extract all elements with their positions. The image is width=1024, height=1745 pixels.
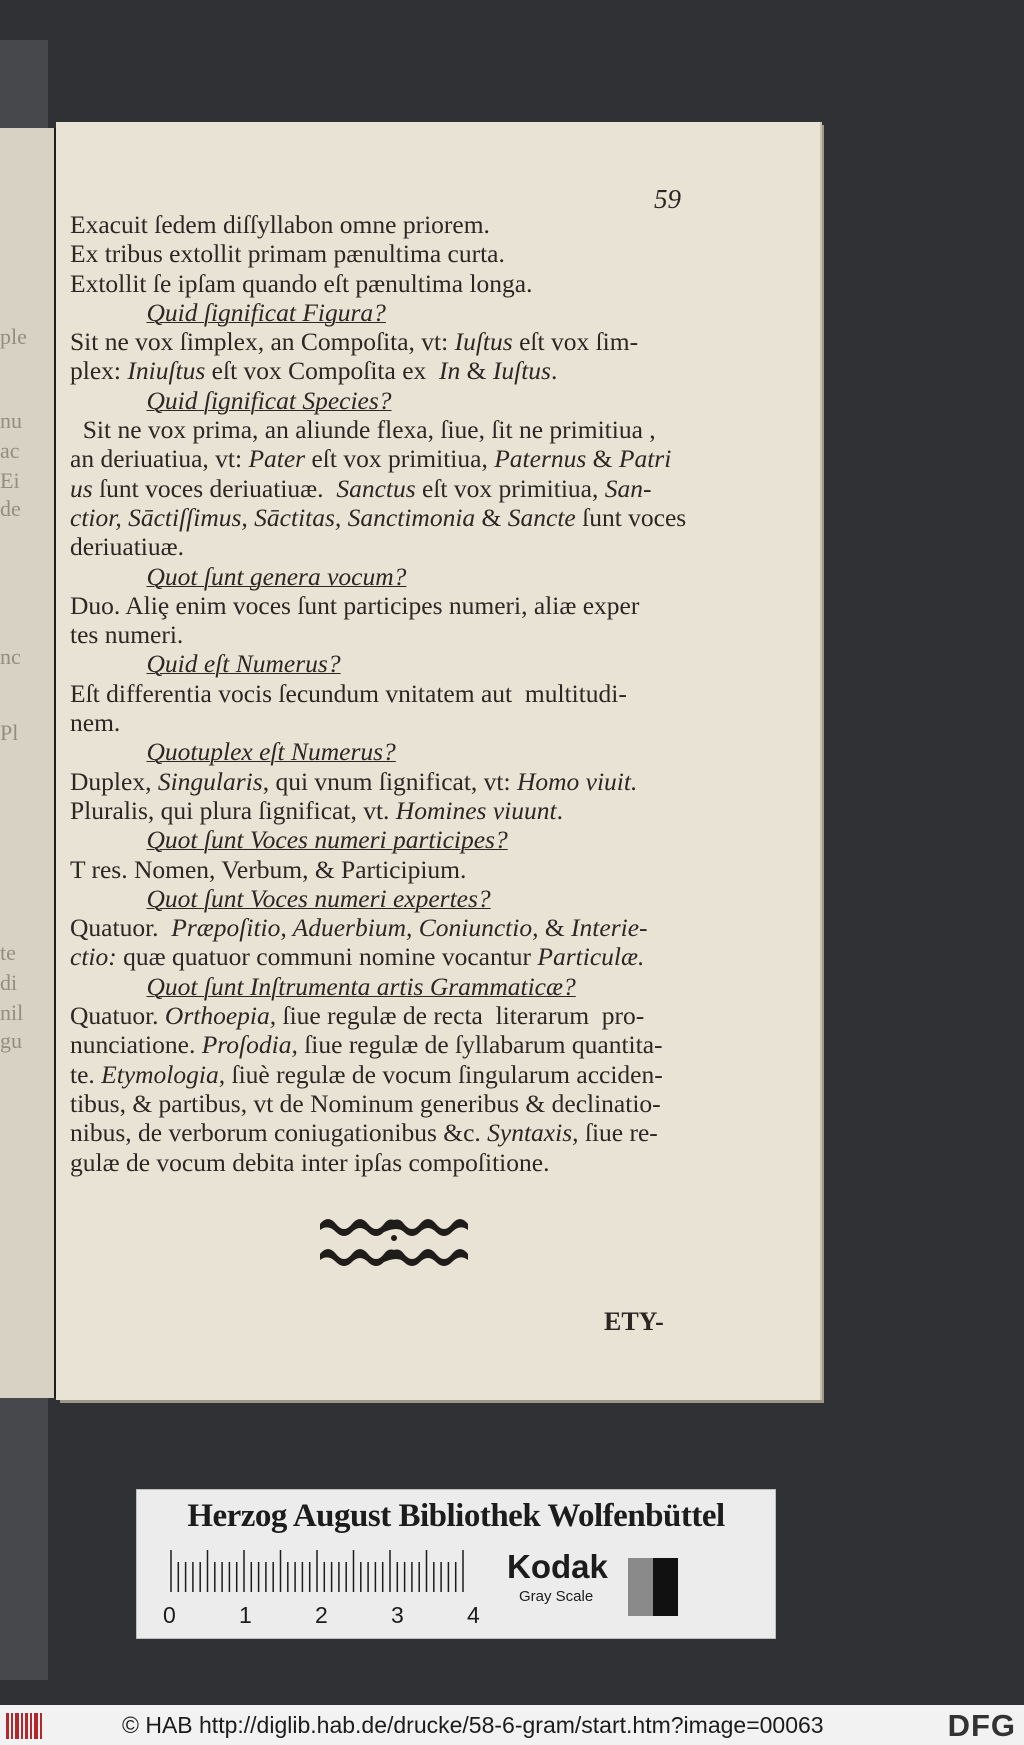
gray-patch <box>628 1558 678 1616</box>
kodak-logo: Kodak <box>507 1548 608 1585</box>
question-heading: Quot ſunt Voces numeri expertes? <box>146 883 491 913</box>
text-line <box>70 884 770 913</box>
text-segment: Particulæ. <box>537 942 645 972</box>
text-line <box>70 649 770 678</box>
dfg-logo: DFG <box>947 1708 1016 1743</box>
text-segment: Quatuor. <box>70 1001 165 1031</box>
text-segment: & <box>538 913 572 943</box>
text-line <box>70 327 770 356</box>
text-segment: Iuſtus <box>454 327 513 357</box>
text-segment: Præpoſitio, Aduerbium, Coniunctio, <box>171 913 539 943</box>
text-segment: & <box>475 502 508 532</box>
text-line <box>70 444 770 473</box>
text-segment: & <box>460 356 493 386</box>
text-segment: nem. <box>70 708 121 738</box>
footer-bar <box>0 1705 1024 1745</box>
text-segment: Duo. Aliȩ enim voces ſunt participes numeri, aliæ exper <box>70 590 640 620</box>
scale-label: 1 <box>239 1602 252 1628</box>
scale-numbers <box>163 1602 483 1628</box>
text-line <box>70 796 770 825</box>
text-line <box>70 1148 770 1177</box>
question-heading: Quot ſunt Inſtrumenta artis Grammaticæ? <box>146 971 576 1001</box>
question-heading: Quotuplex eſt Numerus? <box>146 737 396 767</box>
text-segment: Proſodia, <box>201 1030 298 1060</box>
question-heading: Quid eſt Numerus? <box>146 649 341 679</box>
text-line <box>70 415 770 444</box>
text-line <box>70 1089 770 1118</box>
text-segment: us <box>70 473 93 503</box>
text-segment: & <box>586 444 619 474</box>
page-number: 59 <box>654 184 681 214</box>
text-segment: . <box>550 356 558 386</box>
scale-label: 0 <box>163 1602 176 1628</box>
text-line <box>70 562 770 591</box>
text-segment: ſunt voces deriuatiuæ. <box>92 473 337 503</box>
text-segment <box>70 562 147 591</box>
text-segment: eſt vox primitiua, <box>305 444 495 474</box>
text-line <box>70 679 770 708</box>
text-segment <box>70 386 147 415</box>
text-segment: eſt vox ſim- <box>512 327 639 357</box>
text-segment: In <box>439 356 461 386</box>
text-line <box>70 239 770 268</box>
text-segment: an deriuatiua, vt: <box>70 444 249 474</box>
text-segment: , qui vnum ſignificat, vt: <box>262 766 517 796</box>
text-segment: Sit ne vox prima, an aliunde flexa, ſiue, ſit ne primitiua , <box>70 415 656 445</box>
text-segment: ſiue regulæ de ſyllabarum quantita- <box>297 1030 663 1060</box>
text-segment: Pater <box>248 444 306 474</box>
barcode-icon <box>6 1713 46 1739</box>
text-segment: deriuatiuæ. <box>70 532 185 562</box>
text-segment: eſt vox Compoſita ex <box>205 356 440 386</box>
question-heading: Quid ſignificat Figura? <box>146 297 386 327</box>
printer-ornament <box>314 1210 474 1273</box>
text-line <box>70 474 770 503</box>
text-segment: ſunt voces <box>575 502 687 532</box>
scale-label: 3 <box>391 1602 404 1628</box>
copyright-link[interactable]: © HAB http://diglib.hab.de/drucke/58-6-gram/start.htm?image=00063 <box>122 1712 824 1738</box>
text-segment: . <box>556 795 563 825</box>
text-segment <box>70 737 147 766</box>
text-segment: Singularis <box>157 766 263 796</box>
text-segment: plex: <box>70 356 128 386</box>
text-segment: Patri <box>618 444 672 474</box>
text-segment: Sanctus <box>336 473 416 503</box>
text-segment: Duplex, <box>70 766 158 796</box>
text-segment: ctio: <box>70 942 117 972</box>
text-line <box>70 767 770 796</box>
text-line <box>70 591 770 620</box>
text-segment: ctior, Sāctiſſimus, Sāctitas, Sanctimonia <box>70 502 476 532</box>
text-segment: Quatuor. <box>70 913 172 943</box>
text-segment: Etymologia, <box>101 1059 226 1089</box>
text-line <box>70 1030 770 1059</box>
text-segment: Exacuit ſedem diſſyllabon omne priorem. <box>70 210 490 239</box>
text-segment <box>70 298 147 327</box>
text-line <box>70 298 770 327</box>
text-segment: Iuſtus <box>492 356 551 386</box>
text-segment: Homo viuit. <box>516 766 638 796</box>
question-heading: Quid ſignificat Species? <box>146 385 392 415</box>
page-text <box>70 210 770 1177</box>
scale-label: 2 <box>315 1602 328 1628</box>
text-line <box>70 386 770 415</box>
text-segment: nibus, de verborum coniugationibus &c. <box>70 1118 488 1148</box>
text-segment: gulæ de vocum debita inter ipſas compoſitione. <box>70 1147 550 1177</box>
text-segment: San- <box>604 473 652 503</box>
text-segment: ſiuè regulæ de vocum ſingularum acciden- <box>225 1059 663 1089</box>
text-segment: nunciatione. <box>70 1030 202 1060</box>
scale-ruler <box>167 1550 467 1592</box>
text-line <box>70 269 770 298</box>
text-line <box>70 913 770 942</box>
text-segment: Iniuſtus <box>127 356 206 386</box>
text-line <box>70 708 770 737</box>
text-segment: Sit ne vox ſimplex, an Compoſita, vt: <box>70 327 455 357</box>
text-line <box>70 972 770 1001</box>
question-heading: Quot ſunt Voces numeri participes? <box>146 825 508 855</box>
text-segment: ſiue re- <box>578 1118 658 1148</box>
text-line <box>70 942 770 971</box>
text-line <box>70 210 770 239</box>
text-segment: ſiue regulæ de recta literarum pro- <box>276 1001 645 1031</box>
text-segment <box>70 884 147 913</box>
text-segment: eſt vox primitiua, <box>415 473 605 503</box>
catchword: ETY- <box>604 1307 664 1336</box>
text-segment: Sancte <box>507 502 576 532</box>
color-target-card <box>136 1489 776 1639</box>
text-segment <box>70 649 147 678</box>
text-segment: Eſt differentia vocis ſecundum vnitatem aut multitudi- <box>70 678 627 708</box>
text-segment: Pluralis, qui plura ſignificat, vt. <box>70 795 396 825</box>
text-line <box>70 356 770 385</box>
text-segment: quæ quatuor communi nomine vocantur <box>116 942 538 972</box>
text-segment: Orthoepia, <box>164 1001 277 1031</box>
text-segment: Syntaxis, <box>487 1118 579 1148</box>
text-segment: Paternus <box>494 444 587 474</box>
library-name: Herzog August Bibliothek Wolfenbüttel <box>187 1498 725 1534</box>
text-line <box>70 1001 770 1030</box>
text-segment: Interie- <box>571 913 648 943</box>
text-line <box>70 620 770 649</box>
text-line <box>70 1118 770 1147</box>
text-line <box>70 532 770 561</box>
text-segment <box>70 825 147 854</box>
text-segment: tibus, & partibus, vt de Nominum generibus & declinatio- <box>70 1088 661 1118</box>
text-line <box>70 825 770 854</box>
text-segment: Ex tribus extollit primam pænultima curta. <box>70 239 505 269</box>
book-page <box>56 122 820 1400</box>
text-segment <box>70 972 147 1001</box>
text-line <box>70 1060 770 1089</box>
text-segment: Extollit ſe ipſam quando eſt pænultima longa. <box>70 268 533 298</box>
gray-scale-label: Gray Scale <box>519 1588 594 1605</box>
question-heading: Quot ſunt genera vocum? <box>146 561 407 591</box>
text-segment: T res. Nomen, Verbum, & Participium. <box>70 854 467 884</box>
text-line <box>70 855 770 884</box>
text-segment: te. <box>70 1059 102 1089</box>
text-segment: Homines viuunt <box>395 795 557 825</box>
previous-page-edge: ple nu ac Ei de nc Pl te di nil gu <box>0 128 56 1398</box>
text-line <box>70 737 770 766</box>
text-segment: tes numeri. <box>70 620 184 650</box>
scale-label: 4 <box>467 1602 480 1628</box>
text-line <box>70 503 770 532</box>
